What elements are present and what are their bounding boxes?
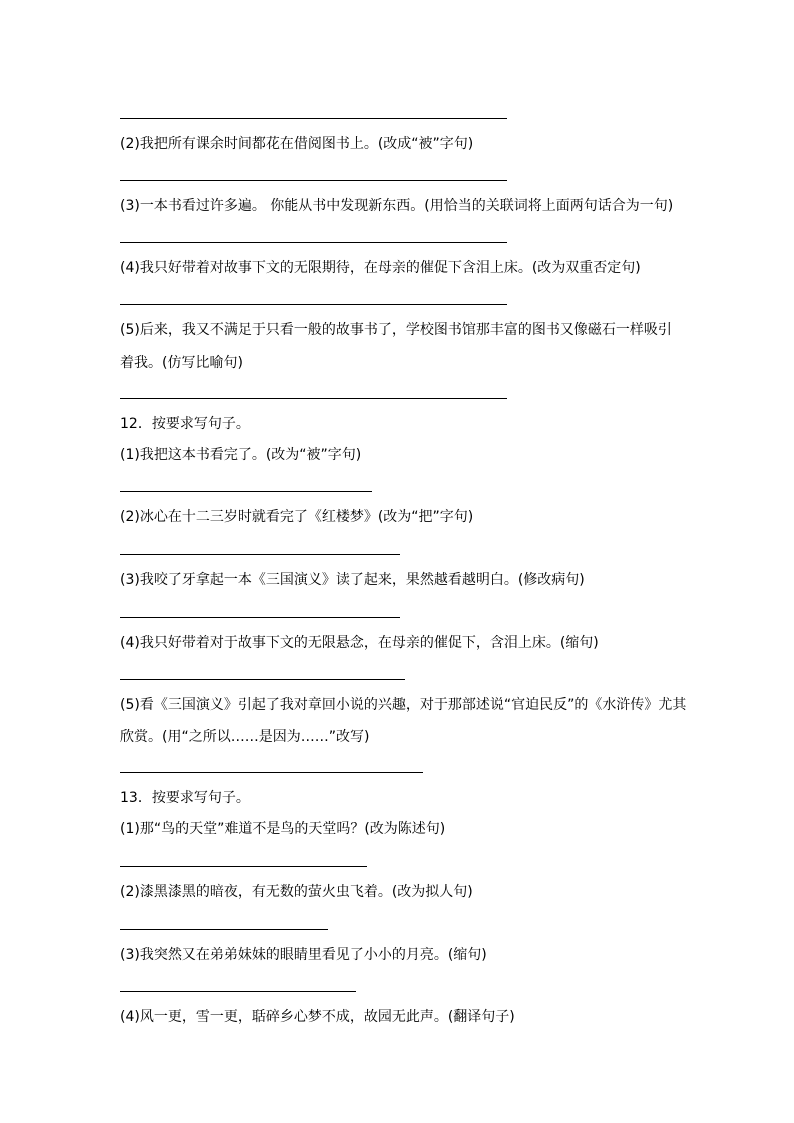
section-heading: 12．按要求写句子。 [120, 416, 250, 432]
answer-line[interactable] [120, 929, 328, 930]
answer-line[interactable] [120, 679, 405, 680]
question-text: (4)我只好带着对于故事下文的无限悬念，在母亲的催促下，含泪上床。(缩句) [120, 635, 599, 651]
answer-line[interactable] [120, 180, 507, 181]
question-text: 欣赏。(用“之所以……是因为……”改写) [120, 729, 370, 745]
question-text: (3)我咬了牙拿起一本《三国演义》读了起来，果然越看越明白。(修改病句) [120, 572, 585, 588]
question-text: (1)那“鸟的天堂”难道不是鸟的天堂吗？(改为陈述句) [120, 821, 446, 837]
question-text: (2)我把所有课余时间都花在借阅图书上。(改成“被”字句) [120, 136, 474, 152]
question-text: (2)冰心在十二三岁时就看完了《红楼梦》(改为“把”字句) [120, 509, 474, 525]
answer-line[interactable] [120, 866, 367, 867]
answer-line[interactable] [120, 554, 400, 555]
answer-line[interactable] [120, 772, 423, 773]
section-heading: 13．按要求写句子。 [120, 790, 250, 806]
answer-line[interactable] [120, 242, 507, 243]
question-text: (5)后来，我又不满足于只看一般的故事书了，学校图书馆那丰富的图书又像磁石一样吸引 [120, 322, 672, 338]
question-text: (3)一本书看过许多遍。 你能从书中发现新东西。(用恰当的关联词将上面两句话合为一句) [120, 198, 674, 214]
answer-line[interactable] [120, 304, 507, 305]
question-text: 着我。(仿写比喻句) [120, 355, 243, 371]
question-text: (1)我把这本书看完了。(改为“被”字句) [120, 447, 362, 463]
answer-line[interactable] [120, 118, 507, 119]
question-text: (2)漆黑漆黑的暗夜，有无数的萤火虫飞着。(改为拟人句) [120, 884, 473, 900]
answer-line[interactable] [120, 398, 507, 399]
answer-line[interactable] [120, 991, 356, 992]
question-text: (4)我只好带着对故事下文的无限期待，在母亲的催促下含泪上床。(改为双重否定句) [120, 260, 641, 276]
question-text: (3)我突然又在弟弟妹妹的眼睛里看见了小小的月亮。(缩句) [120, 947, 487, 963]
question-text: (4)风一更，雪一更，聒碎乡心梦不成，故园无此声。(翻译句子) [120, 1009, 515, 1025]
answer-line[interactable] [120, 491, 372, 492]
answer-line[interactable] [120, 617, 400, 618]
question-text: (5)看《三国演义》引起了我对章回小说的兴趣，对于那部述说“官迫民反”的《水浒传》尤其 [120, 697, 687, 713]
